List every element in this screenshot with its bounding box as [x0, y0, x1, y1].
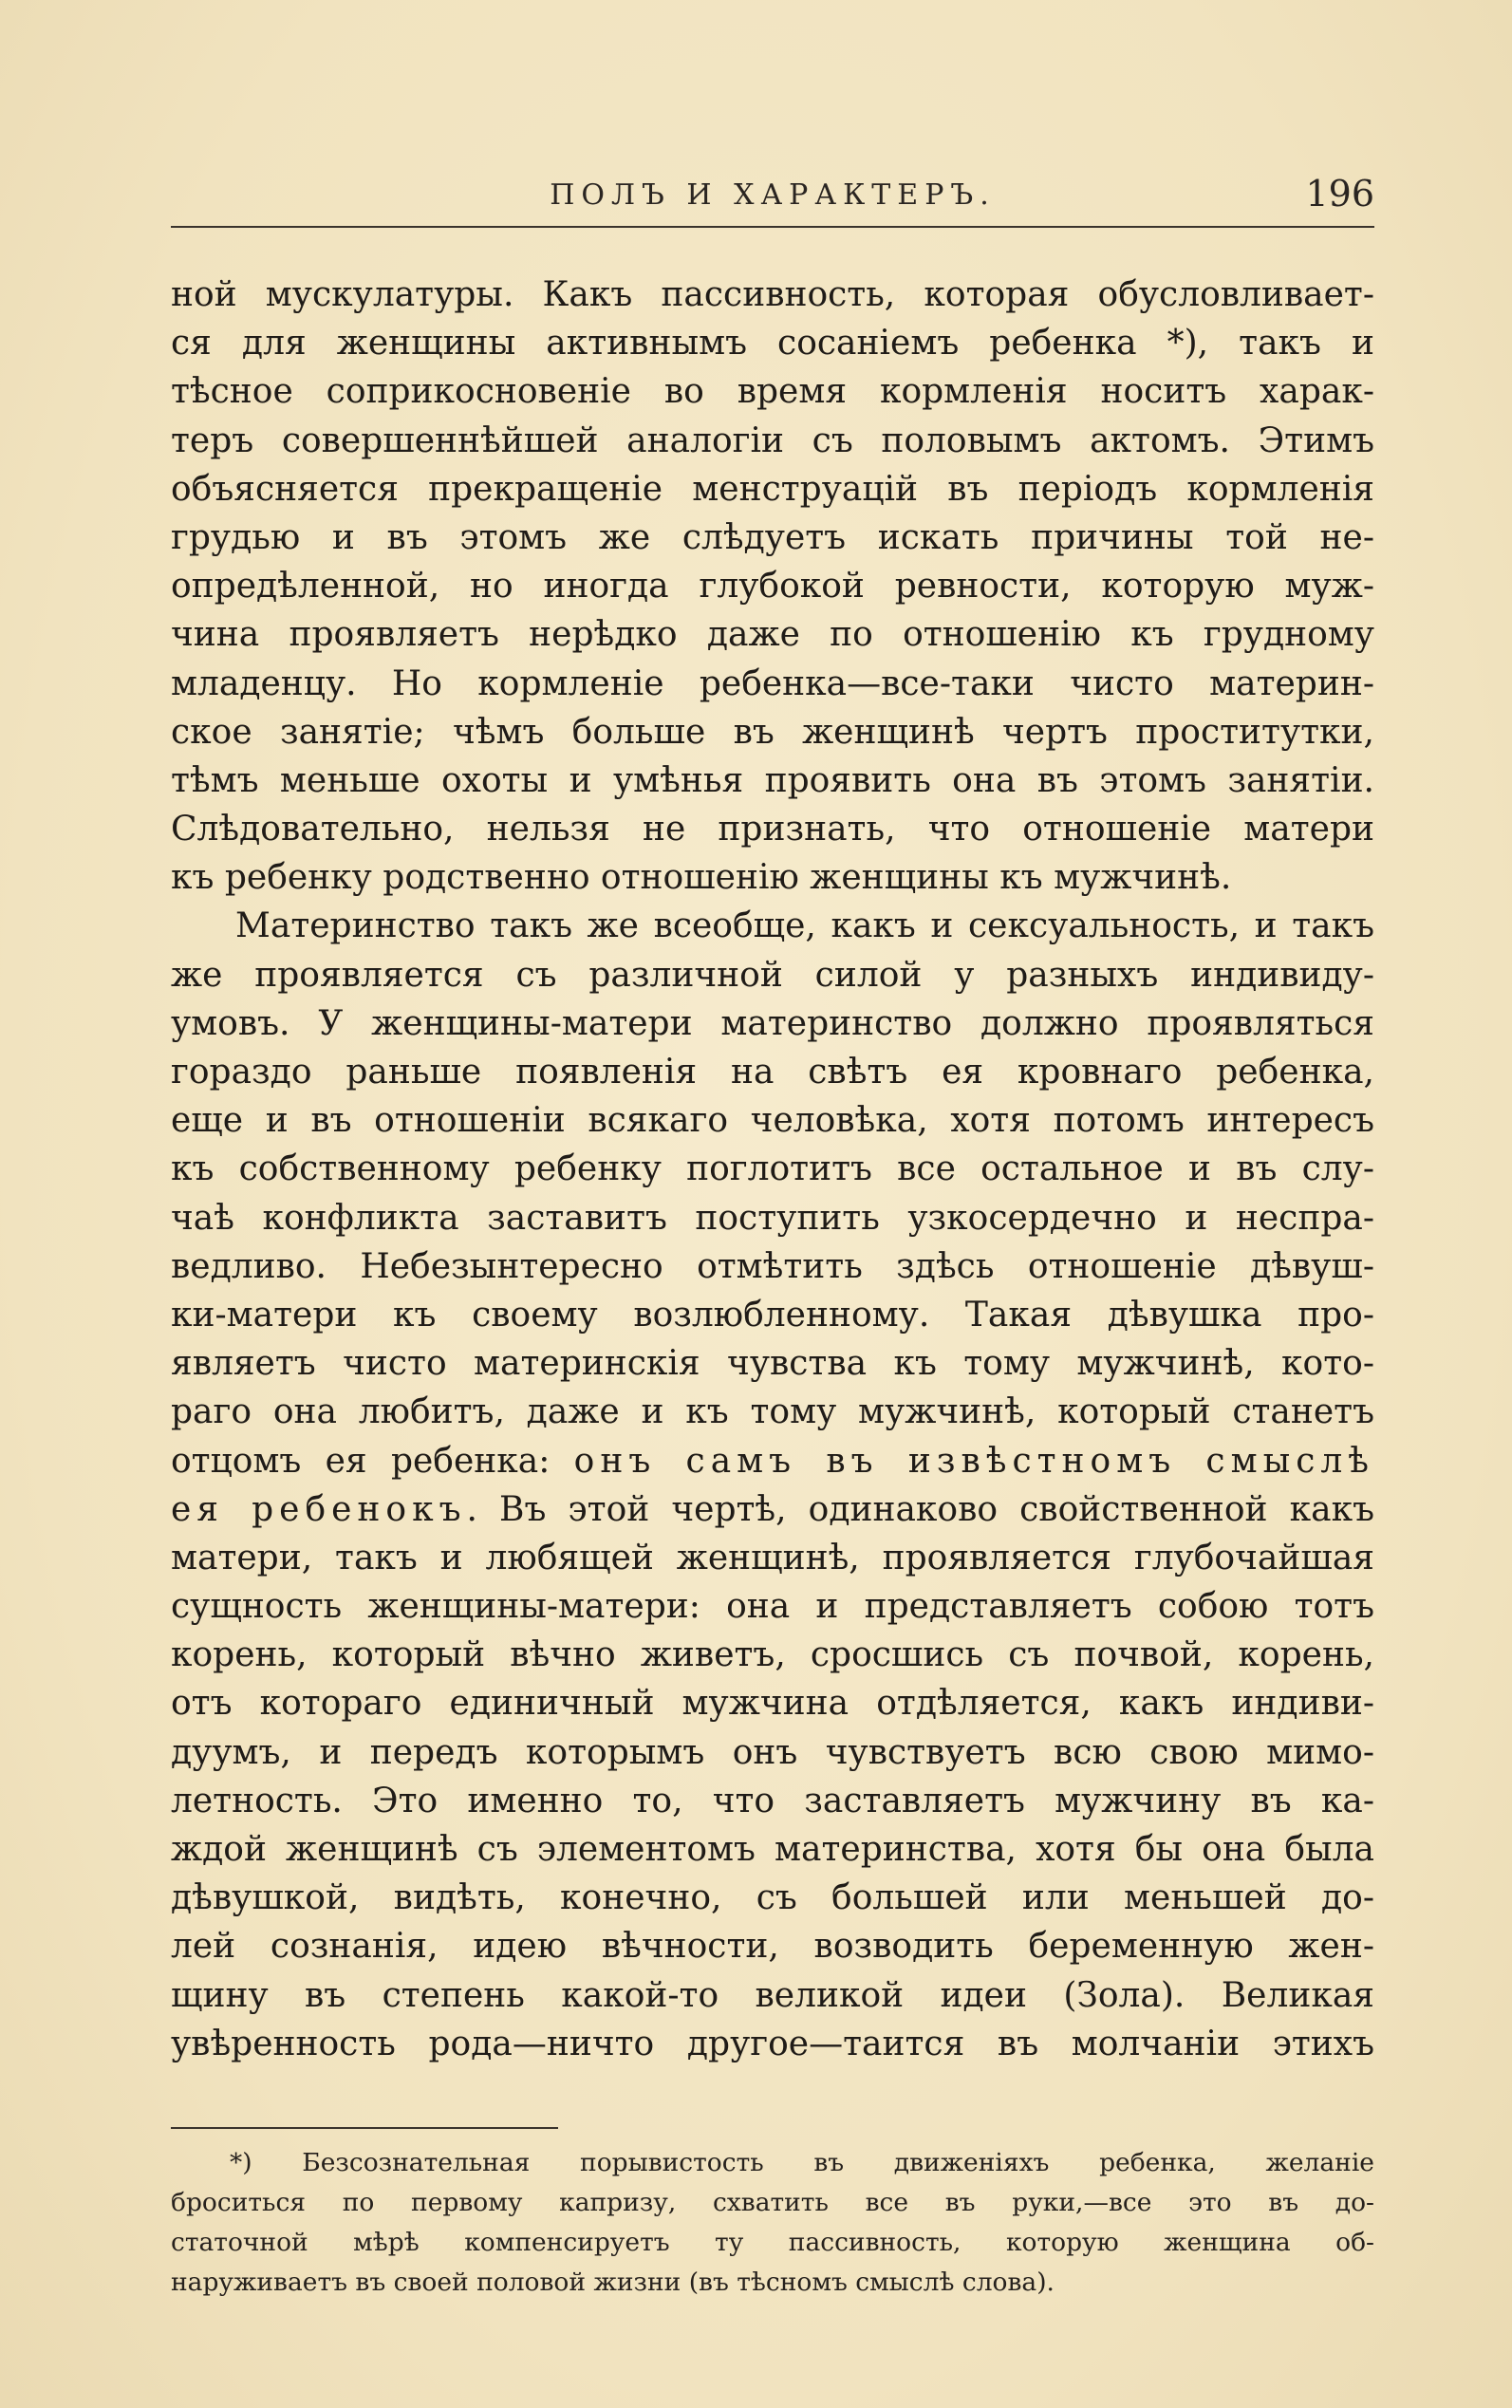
text-segment: . Въ этой чертѣ, одинаково свойственной какъ [466, 1489, 1375, 1529]
text-line [171, 1437, 1374, 1485]
footnote-rule [171, 2127, 558, 2129]
text-line: къ собственному ребенку поглотитъ все остальное и въ слу- [171, 1149, 1374, 1189]
text-line: дѣвушкой, видѣть, конечно, съ большей или меньшей до- [171, 1878, 1374, 1918]
text-line: умовъ. У женщины-матери материнство должно проявляться [171, 1003, 1374, 1043]
text-line: щину въ степень какой-то великой идеи (Зола). Великая [171, 1975, 1374, 2015]
spaced-emphasis: ея ребенокъ [171, 1489, 467, 1529]
running-title: ПОЛЪ И ХАРАКТЕРЪ. [550, 178, 996, 212]
page-header [171, 173, 1374, 220]
text-line: гораздо раньше появленія на свѣтъ ея кровнаго ребенка, [171, 1053, 1374, 1092]
text-line: ведливо. Небезынтересно отмѣтить здѣсь отношеніе дѣвуш- [171, 1246, 1374, 1286]
body-text [171, 271, 1374, 2068]
text-line: грудью и въ этомъ же слѣдуетъ искать причины той не- [171, 517, 1374, 557]
text-line: объясняется прекращеніе менструацій въ періодъ кормленія [171, 469, 1374, 509]
page-number: 196 [1305, 173, 1374, 215]
spaced-emphasis: онъ самъ въ извѣстномъ смыслѣ [573, 1441, 1374, 1481]
text-line [171, 1485, 1374, 1534]
text-line: Слѣдовательно, нельзя не признать, что отношеніе матери [171, 810, 1374, 849]
text-line: же проявляется съ различной силой у разныхъ индивиду- [171, 955, 1374, 995]
text-line: ждой женщинѣ съ элементомъ материнства, хотя бы она была [171, 1830, 1374, 1869]
text-line: лей сознанія, идею вѣчности, возводить беременную жен- [171, 1927, 1374, 1967]
text-line: тѣсное соприкосновеніе во время кормленія носитъ харак- [171, 372, 1374, 412]
text-line: раго она любитъ, даже и къ тому мужчинѣ, который станетъ [171, 1392, 1374, 1432]
text-line: чина проявляетъ нерѣдко даже по отношенію къ грудному [171, 615, 1374, 655]
text-line: матери, такъ и любящей женщинѣ, проявляется глубочайшая [171, 1538, 1374, 1577]
header-rule [171, 226, 1374, 228]
footnote-line: броситься по первому капризу, схватить все въ руки,—все это въ до- [171, 2188, 1374, 2217]
text-line: отъ котораго единичный мужчина отдѣляется, какъ индиви- [171, 1684, 1374, 1724]
text-line: теръ совершеннѣйшей аналогіи съ половымъ актомъ. Этимъ [171, 420, 1374, 460]
text-line: ки-матери къ своему возлюбленному. Такая дѣвушка про- [171, 1295, 1374, 1335]
footnote-line: статочной мѣрѣ компенсируетъ ту пассивность, которую женщина об- [171, 2228, 1374, 2257]
text-line: дуумъ, и передъ которымъ онъ чувствуетъ всю свою мимо- [171, 1732, 1374, 1772]
text-line: тѣмъ меньше охоты и умѣнья проявить она въ этомъ занятіи. [171, 760, 1374, 800]
text-line: еще и въ отношеніи всякаго человѣка, хотя потомъ интересъ [171, 1101, 1374, 1141]
footnote-line: наруживаетъ въ своей половой жизни (въ тѣсномъ смыслѣ слова). [171, 2268, 1055, 2297]
text-line: ское занятіе; чѣмъ больше въ женщинѣ чертъ проститутки, [171, 712, 1374, 752]
text-segment: отцомъ ея ребенка: [171, 1441, 574, 1481]
text-line: къ ребенку родственно отношенію женщины къ мужчинѣ. [171, 858, 1232, 898]
footnote-line: *) Безсознательная порывистость въ движеніяхъ ребенка, желаніе [230, 2148, 1374, 2177]
text-line: ся для женщины активнымъ сосаніемъ ребенка *), такъ и [171, 324, 1374, 364]
text-line: увѣренность рода—ничто другое—таится въ молчаніи этихъ [171, 2024, 1374, 2063]
footnote [171, 2143, 1374, 2303]
text-line: являетъ чисто материнскія чувства къ тому мужчинѣ, кото- [171, 1344, 1374, 1384]
text-line: корень, который вѣчно живетъ, сросшись съ почвой, корень, [171, 1635, 1374, 1675]
text-line: летность. Это именно то, что заставляетъ мужчину въ ка- [171, 1781, 1374, 1820]
text-line: ной мускулатуры. Какъ пассивность, которая обусловливает- [171, 275, 1374, 314]
text-line: чаѣ конфликта заставитъ поступить узкосердечно и неспра- [171, 1198, 1374, 1238]
text-line: опредѣленной, но иногда глубокой ревности, которую муж- [171, 567, 1374, 607]
text-line: младенцу. Но кормленіе ребенка—все-таки чисто материн- [171, 663, 1374, 703]
text-line: Материнство такъ же всеобще, какъ и сексуальность, и такъ [235, 906, 1374, 946]
text-line: сущность женщины-матери: она и представляетъ собою тотъ [171, 1587, 1374, 1627]
